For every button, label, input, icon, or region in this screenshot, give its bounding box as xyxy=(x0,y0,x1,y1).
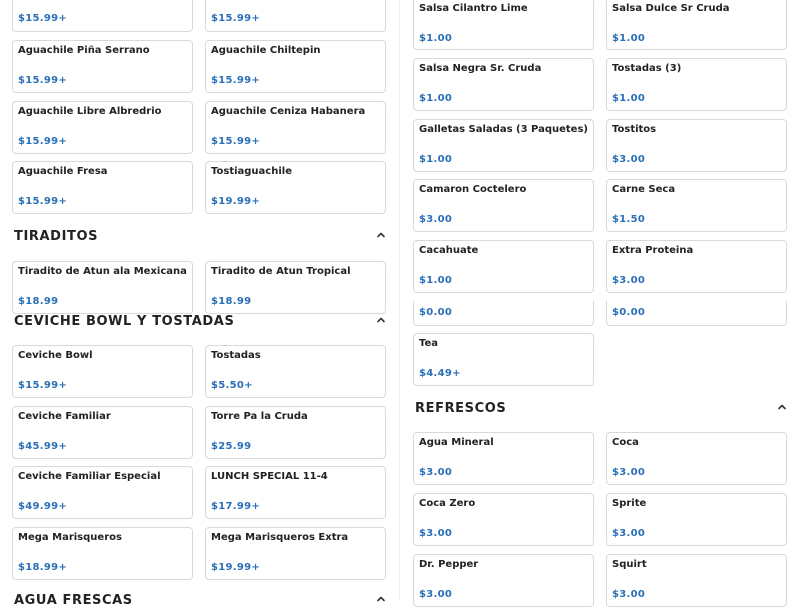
menu-item-card[interactable] xyxy=(606,493,787,546)
menu-item-card[interactable] xyxy=(413,179,594,232)
menu-item-card[interactable] xyxy=(413,432,594,485)
menu-item-card[interactable] xyxy=(606,58,787,111)
item-price: $4.49+ xyxy=(419,368,461,379)
section-title: AGUA FRESCAS xyxy=(14,593,133,608)
item-name: Salsa Negra Sr. Cruda xyxy=(419,63,542,74)
menu-item-card[interactable] xyxy=(12,466,193,519)
item-price: $0.00 xyxy=(612,307,646,318)
menu-item-card[interactable] xyxy=(12,527,193,580)
item-name: Aguachile Ceniza Habanera xyxy=(211,106,366,117)
item-price: $3.00 xyxy=(612,154,646,165)
menu-item-card[interactable] xyxy=(413,0,594,50)
item-name: Cacahuate xyxy=(419,245,479,256)
item-name: Salsa Cilantro Lime xyxy=(419,3,528,14)
section-header-refrescos[interactable] xyxy=(415,396,789,422)
menu-item-card[interactable] xyxy=(606,0,787,50)
section-header-tiraditos[interactable] xyxy=(14,224,388,250)
item-price: $3.00 xyxy=(612,589,646,600)
item-price: $25.99 xyxy=(211,441,252,452)
item-price: $15.99+ xyxy=(18,13,68,24)
menu-item-card[interactable] xyxy=(606,240,787,293)
item-price: $18.99 xyxy=(18,296,59,307)
item-name: Aguachile Fresa xyxy=(18,166,108,177)
item-price: $15.99+ xyxy=(18,380,68,391)
menu-item-card[interactable] xyxy=(413,240,594,293)
item-price: $1.00 xyxy=(419,275,453,286)
menu-item-card[interactable] xyxy=(12,406,193,459)
item-price: $15.99+ xyxy=(211,75,261,86)
item-name: Coca xyxy=(612,437,639,448)
menu-item-card[interactable] xyxy=(205,527,386,580)
item-price: $15.99+ xyxy=(18,136,68,147)
menu-item-card[interactable] xyxy=(413,119,594,172)
item-name: Mega Marisqueros Extra xyxy=(211,532,349,543)
menu-item-card[interactable] xyxy=(606,179,787,232)
item-price: $1.00 xyxy=(419,33,453,44)
menu-item-card[interactable] xyxy=(12,261,193,314)
item-price: $3.00 xyxy=(419,589,453,600)
chevron-up-icon[interactable] xyxy=(374,313,388,327)
menu-item-card[interactable] xyxy=(12,0,193,32)
item-price: $15.99+ xyxy=(211,136,261,147)
item-price: $49.99+ xyxy=(18,501,68,512)
item-price: $5.50+ xyxy=(211,380,253,391)
item-price: $1.50 xyxy=(612,214,646,225)
section-header-ceviche-bowl[interactable] xyxy=(14,309,388,335)
menu-item-card[interactable] xyxy=(205,101,386,154)
item-price: $3.00 xyxy=(419,214,453,225)
menu-item-card[interactable] xyxy=(413,333,594,386)
section-title: REFRESCOS xyxy=(415,401,507,416)
menu-item-card[interactable] xyxy=(12,161,193,214)
item-name: Mega Marisqueros xyxy=(18,532,122,543)
menu-item-card[interactable] xyxy=(413,493,594,546)
item-name: Coca Zero xyxy=(419,498,476,509)
item-price: $3.00 xyxy=(612,467,646,478)
item-name: Agua Mineral xyxy=(419,437,494,448)
menu-item-card[interactable] xyxy=(205,261,386,314)
item-price: $3.00 xyxy=(419,467,453,478)
menu-column-left xyxy=(0,0,400,608)
item-name: Aguachile Libre Albredrio xyxy=(18,106,162,117)
chevron-up-icon[interactable] xyxy=(374,228,388,242)
menu-item-card[interactable] xyxy=(205,0,386,32)
item-name: LUNCH SPECIAL 11-4 xyxy=(211,471,328,482)
menu-item-card[interactable] xyxy=(413,301,594,326)
item-price: $15.99+ xyxy=(18,75,68,86)
menu-item-card[interactable] xyxy=(606,119,787,172)
menu-item-card[interactable] xyxy=(606,432,787,485)
item-name: Squirt xyxy=(612,559,647,570)
item-price: $3.00 xyxy=(612,275,646,286)
menu-item-card[interactable] xyxy=(12,40,193,93)
chevron-up-icon[interactable] xyxy=(775,400,789,414)
item-name: Tostadas (3) xyxy=(612,63,682,74)
menu-item-card[interactable] xyxy=(12,101,193,154)
menu-item-card[interactable] xyxy=(205,345,386,398)
tiraditos-scroll-area xyxy=(0,261,400,307)
menu-item-card[interactable] xyxy=(413,554,594,607)
item-price: $18.99+ xyxy=(18,562,68,573)
menu-item-card[interactable] xyxy=(12,345,193,398)
item-name: Aguachile Chiltepin xyxy=(211,45,321,56)
section-title: CEVICHE BOWL Y TOSTADAS xyxy=(14,314,235,329)
item-price: $1.00 xyxy=(419,93,453,104)
item-name: Carne Seca xyxy=(612,184,676,195)
menu-item-card[interactable] xyxy=(205,161,386,214)
item-price: $3.00 xyxy=(612,528,646,539)
item-price: $1.00 xyxy=(419,154,453,165)
menu-item-card[interactable] xyxy=(205,466,386,519)
item-name: Torre Pa la Cruda xyxy=(211,411,308,422)
item-price: $45.99+ xyxy=(18,441,68,452)
item-price: $18.99 xyxy=(211,296,252,307)
item-price: $19.99+ xyxy=(211,562,261,573)
item-price: $15.99+ xyxy=(211,13,261,24)
item-name: Extra Proteina xyxy=(612,245,694,256)
item-name: Sprite xyxy=(612,498,647,509)
section-header-agua-frescas[interactable] xyxy=(14,588,388,614)
item-price: $19.99+ xyxy=(211,196,261,207)
menu-item-card[interactable] xyxy=(606,301,787,326)
item-price: $15.99+ xyxy=(18,196,68,207)
item-name: Camaron Coctelero xyxy=(419,184,527,195)
item-price: $1.00 xyxy=(612,93,646,104)
item-name: Tostitos xyxy=(612,124,657,135)
menu-item-card[interactable] xyxy=(205,406,386,459)
menu-item-card[interactable] xyxy=(413,58,594,111)
item-name: Salsa Dulce Sr Cruda xyxy=(612,3,730,14)
item-price: $17.99+ xyxy=(211,501,261,512)
item-name: Tea xyxy=(419,338,439,349)
item-name: Ceviche Familiar xyxy=(18,411,111,422)
section-title: TIRADITOS xyxy=(14,229,99,244)
item-name: Tostiaguachile xyxy=(211,166,292,177)
item-price: $3.00 xyxy=(419,528,453,539)
item-price: $0.00 xyxy=(419,307,453,318)
chevron-up-icon[interactable] xyxy=(374,592,388,606)
item-name: Dr. Pepper xyxy=(419,559,479,570)
item-name: Ceviche Familiar Especial xyxy=(18,471,161,482)
menu-column-right xyxy=(400,0,800,600)
item-name: Galletas Saladas (3 Paquetes) xyxy=(419,124,588,135)
item-name: Ceviche Bowl xyxy=(18,350,93,361)
menu-item-card[interactable] xyxy=(205,40,386,93)
item-price: $1.00 xyxy=(612,33,646,44)
item-name: Tiradito de Atun ala Mexicana xyxy=(18,266,187,277)
menu-item-card[interactable] xyxy=(606,554,787,607)
item-name: Tiradito de Atun Tropical xyxy=(211,266,351,277)
item-name: Aguachile Piña Serrano xyxy=(18,45,150,56)
item-name: Tostadas xyxy=(211,350,261,361)
